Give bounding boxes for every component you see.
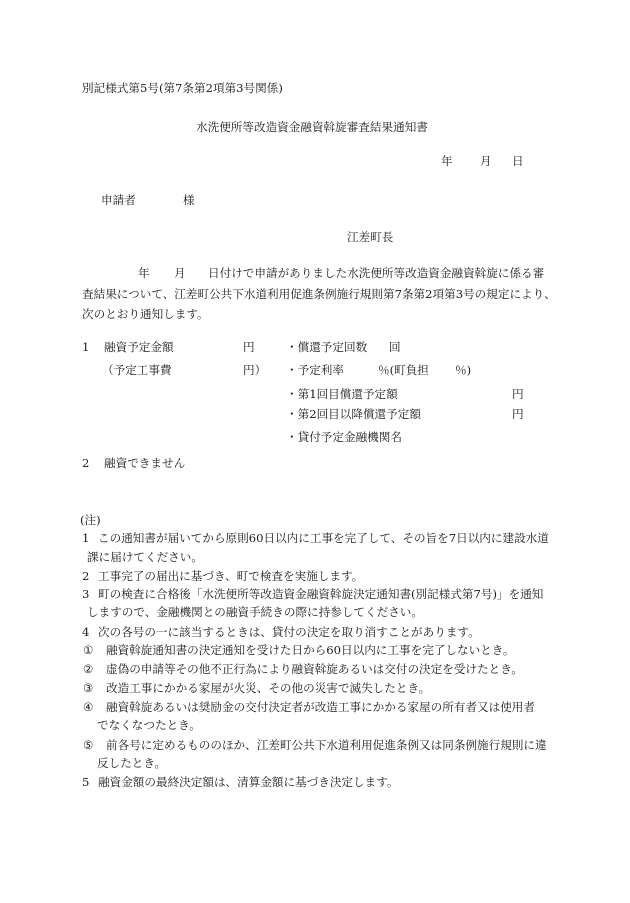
date-day-label: 日 [512,154,524,168]
body-line-2: 査結果について、江差町公共下水道利用促進条例施行規則第7条第2項第3号の規定により、 [82,287,556,301]
construction-cost-unit: 円） [243,363,267,377]
loan-amount-unit: 円 [243,340,255,354]
body-date-month: 月 [174,266,186,280]
date-month-label: 月 [480,154,492,168]
sub-note-text: 融資斡旋あるいは奨励金の交付決定者が改造工事にかかる家屋の所有者又は使用者 [106,700,535,714]
note-text: 町の検査に合格後「水洗便所等改造資金融資斡旋決定通知書(別記様式第7号)」を通知 [98,587,544,601]
note-text: この通知書が届いてから原則60日以内に工事を完了して、その旨を7日以内に建設水道 [98,531,549,545]
sub-note-text: 虚偽の申請等その他不正行為により融資斡旋あるいは交付の決定を受けたとき。 [106,662,523,676]
body-date-year: 年 [138,266,150,280]
note-text-continued: しますので、金融機関との融資手続きの際に持参してください。 [87,605,423,619]
note-number: 3 [82,587,90,601]
note-number: 2 [82,569,90,583]
section-1-number: 1 [82,340,90,354]
date-year-label: 年 [441,154,453,168]
body-line-1: 日付けで申請がありました水洗便所等改造資金融資斡旋に係る審 [208,266,545,280]
repayment-count-unit: 回 [389,340,401,354]
note-number: 1 [82,531,90,545]
loan-amount-label: 融資予定金額 [104,340,174,354]
notes-heading: (注) [80,513,101,527]
sub-note-text: 前各号に定めるもののほか、江差町公共下水道利用促進条例又は同条例施行規則に違 [106,738,547,752]
sub-note-marker: ④ [83,700,94,714]
sub-note-marker: ② [83,662,94,676]
section-2-label: 融資できません [104,456,186,470]
note-number: 4 [82,625,90,639]
sub-note-marker: ③ [83,681,94,695]
applicant-honorific: 様 [183,193,195,207]
repayment-count-label: ・償還予定回数 [286,340,368,354]
section-2-number: 2 [82,456,90,470]
first-repayment-unit: 円 [512,387,524,401]
issuer: 江差町長 [347,230,394,244]
sub-note-text: 改造工事にかかる家屋が火災、その他の災害で滅失したとき。 [106,681,431,695]
interest-rate-label: ・予定利率 [286,363,344,377]
town-share-unit: ％) [455,363,472,377]
first-repayment-label: ・第1回目償還予定額 [286,387,398,401]
note-number: 5 [82,775,90,789]
document-title: 水洗便所等改造資金融資斡旋審査結果通知書 [196,120,428,134]
construction-cost-label: （予定工事費 [102,363,172,377]
sub-note-marker: ⑤ [83,738,94,752]
form-number: 別記様式第5号(第7条第2項第3号関係) [82,81,283,95]
applicant-label: 申請者 [101,193,136,207]
sub-note-marker: ① [83,643,94,657]
sub-note-text: 融資斡旋通知書の決定通知を受けた日から60日以内に工事を完了しないとき。 [106,643,515,657]
lender-name-label: ・貸付予定金融機関名 [286,430,402,444]
note-text: 工事完了の届出に基づき、町で検査を実施します。 [98,569,364,583]
body-line-3: 次のとおり通知します。 [82,307,209,321]
note-text: 次の各号の一に該当するときは、貸付の決定を取り消すことがあります。 [98,625,480,639]
sub-note-text-continued: でなくなつたとき。 [97,718,201,732]
subsequent-repayment-label: ・第2回目以降償還予定額 [286,407,421,421]
interest-rate-unit: ％(町負担 [378,363,429,377]
sub-note-text-continued: 反したとき。 [97,756,167,770]
note-text: 融資金額の最終決定額は、清算金額に基づき決定します。 [98,775,399,789]
note-text-continued: 課に届けてください。 [87,550,203,564]
subsequent-repayment-unit: 円 [512,407,524,421]
